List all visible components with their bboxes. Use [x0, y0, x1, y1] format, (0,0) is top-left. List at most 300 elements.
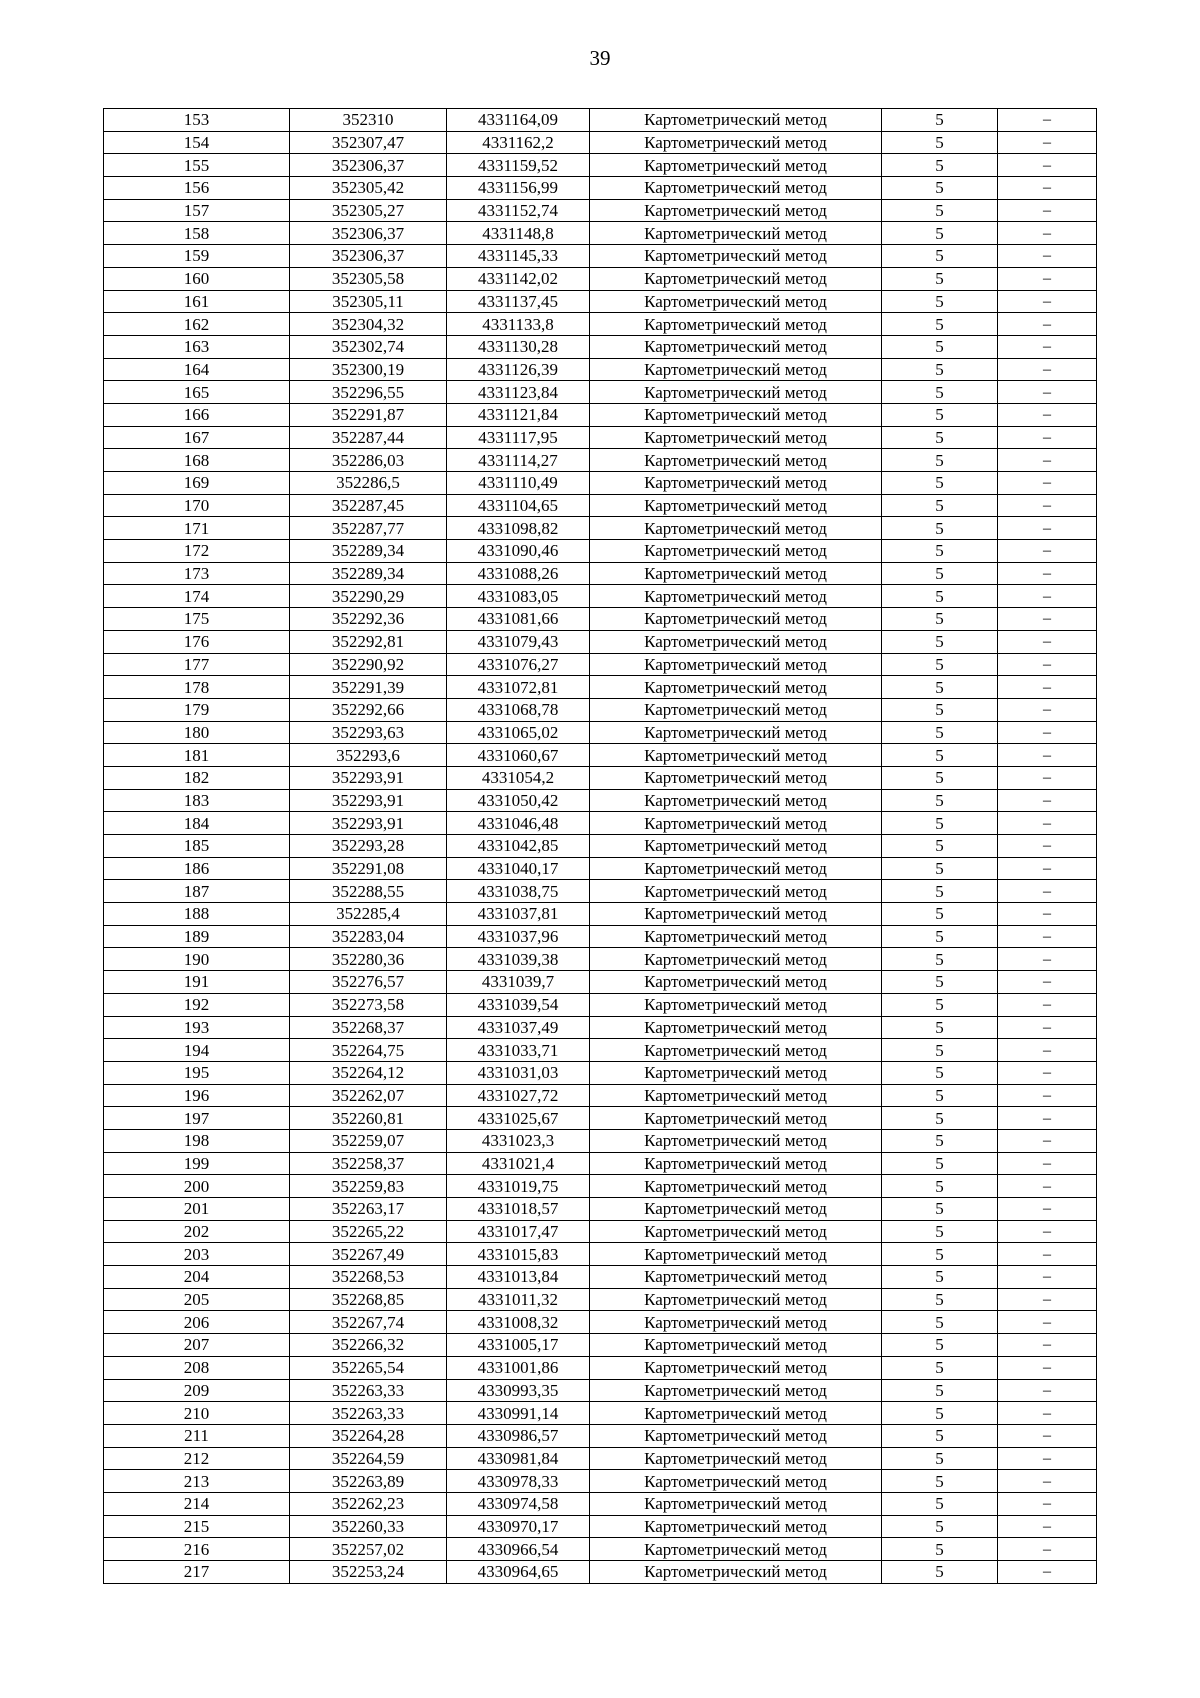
note-cell: –: [998, 267, 1097, 290]
note-cell: –: [998, 426, 1097, 449]
y-coordinate-cell: 4331098,82: [447, 517, 590, 540]
note-cell: –: [998, 222, 1097, 245]
y-coordinate-cell: 4331164,09: [447, 109, 590, 132]
method-cell: Картометрический метод: [590, 517, 882, 540]
x-coordinate-cell: 352268,85: [290, 1288, 447, 1311]
y-coordinate-cell: 4331008,32: [447, 1311, 590, 1334]
method-cell: Картометрический метод: [590, 1311, 882, 1334]
note-cell: –: [998, 1492, 1097, 1515]
point-number-cell: 165: [104, 381, 290, 404]
x-coordinate-cell: 352253,24: [290, 1561, 447, 1584]
table-row: [104, 426, 1097, 449]
point-number-cell: 177: [104, 653, 290, 676]
y-coordinate-cell: 4331013,84: [447, 1266, 590, 1289]
table-row: [104, 1220, 1097, 1243]
accuracy-cell: 5: [882, 426, 998, 449]
y-coordinate-cell: 4331072,81: [447, 676, 590, 699]
note-cell: –: [998, 857, 1097, 880]
accuracy-cell: 5: [882, 1039, 998, 1062]
note-cell: –: [998, 1538, 1097, 1561]
point-number-cell: 205: [104, 1288, 290, 1311]
y-coordinate-cell: 4331019,75: [447, 1175, 590, 1198]
accuracy-cell: 5: [882, 948, 998, 971]
table-row: [104, 154, 1097, 177]
method-cell: Картометрический метод: [590, 1107, 882, 1130]
x-coordinate-cell: 352257,02: [290, 1538, 447, 1561]
y-coordinate-cell: 4331033,71: [447, 1039, 590, 1062]
note-cell: –: [998, 1334, 1097, 1357]
method-cell: Картометрический метод: [590, 585, 882, 608]
accuracy-cell: 5: [882, 721, 998, 744]
accuracy-cell: 5: [882, 403, 998, 426]
x-coordinate-cell: 352266,32: [290, 1334, 447, 1357]
accuracy-cell: 5: [882, 335, 998, 358]
x-coordinate-cell: 352305,11: [290, 290, 447, 313]
point-number-cell: 175: [104, 608, 290, 631]
method-cell: Картометрический метод: [590, 403, 882, 426]
note-cell: –: [998, 517, 1097, 540]
table-row: [104, 1016, 1097, 1039]
note-cell: –: [998, 766, 1097, 789]
y-coordinate-cell: 4331137,45: [447, 290, 590, 313]
point-number-cell: 174: [104, 585, 290, 608]
x-coordinate-cell: 352293,91: [290, 766, 447, 789]
accuracy-cell: 5: [882, 1061, 998, 1084]
point-number-cell: 213: [104, 1470, 290, 1493]
method-cell: Картометрический метод: [590, 1492, 882, 1515]
note-cell: –: [998, 381, 1097, 404]
y-coordinate-cell: 4331117,95: [447, 426, 590, 449]
x-coordinate-cell: 352286,03: [290, 449, 447, 472]
table-row: [104, 381, 1097, 404]
note-cell: –: [998, 993, 1097, 1016]
method-cell: Картометрический метод: [590, 290, 882, 313]
table-row: [104, 1198, 1097, 1221]
point-number-cell: 159: [104, 245, 290, 268]
method-cell: Картометрический метод: [590, 835, 882, 858]
point-number-cell: 214: [104, 1492, 290, 1515]
method-cell: Картометрический метод: [590, 903, 882, 926]
y-coordinate-cell: 4331037,81: [447, 903, 590, 926]
accuracy-cell: 5: [882, 517, 998, 540]
y-coordinate-cell: 4331104,65: [447, 494, 590, 517]
point-number-cell: 192: [104, 993, 290, 1016]
point-number-cell: 200: [104, 1175, 290, 1198]
point-number-cell: 172: [104, 540, 290, 563]
y-coordinate-cell: 4331065,02: [447, 721, 590, 744]
table-row: [104, 1356, 1097, 1379]
accuracy-cell: 5: [882, 676, 998, 699]
y-coordinate-cell: 4330970,17: [447, 1515, 590, 1538]
x-coordinate-cell: 352296,55: [290, 381, 447, 404]
note-cell: –: [998, 835, 1097, 858]
table-row: [104, 698, 1097, 721]
point-number-cell: 176: [104, 630, 290, 653]
table-row: [104, 1424, 1097, 1447]
y-coordinate-cell: 4331148,8: [447, 222, 590, 245]
y-coordinate-cell: 4331039,38: [447, 948, 590, 971]
point-number-cell: 155: [104, 154, 290, 177]
y-coordinate-cell: 4331079,43: [447, 630, 590, 653]
y-coordinate-cell: 4331068,78: [447, 698, 590, 721]
y-coordinate-cell: 4330964,65: [447, 1561, 590, 1584]
x-coordinate-cell: 352306,37: [290, 154, 447, 177]
table-row: [104, 562, 1097, 585]
table-row: [104, 1129, 1097, 1152]
table-row: [104, 585, 1097, 608]
accuracy-cell: 5: [882, 789, 998, 812]
y-coordinate-cell: 4330974,58: [447, 1492, 590, 1515]
x-coordinate-cell: 352293,63: [290, 721, 447, 744]
note-cell: –: [998, 925, 1097, 948]
method-cell: Картометрический метод: [590, 381, 882, 404]
point-number-cell: 191: [104, 971, 290, 994]
x-coordinate-cell: 352305,42: [290, 177, 447, 200]
x-coordinate-cell: 352265,54: [290, 1356, 447, 1379]
y-coordinate-cell: 4331023,3: [447, 1129, 590, 1152]
accuracy-cell: 5: [882, 1198, 998, 1221]
x-coordinate-cell: 352263,33: [290, 1402, 447, 1425]
x-coordinate-cell: 352293,6: [290, 744, 447, 767]
x-coordinate-cell: 352287,44: [290, 426, 447, 449]
point-number-cell: 211: [104, 1424, 290, 1447]
method-cell: Картометрический метод: [590, 766, 882, 789]
method-cell: Картометрический метод: [590, 1243, 882, 1266]
method-cell: Картометрический метод: [590, 1515, 882, 1538]
x-coordinate-cell: 352302,74: [290, 335, 447, 358]
x-coordinate-cell: 352262,23: [290, 1492, 447, 1515]
note-cell: –: [998, 1266, 1097, 1289]
accuracy-cell: 5: [882, 1492, 998, 1515]
table-row: [104, 1084, 1097, 1107]
note-cell: –: [998, 472, 1097, 495]
note-cell: –: [998, 1129, 1097, 1152]
point-number-cell: 163: [104, 335, 290, 358]
table-row: [104, 1447, 1097, 1470]
note-cell: –: [998, 608, 1097, 631]
method-cell: Картометрический метод: [590, 1447, 882, 1470]
point-number-cell: 171: [104, 517, 290, 540]
method-cell: Картометрический метод: [590, 1334, 882, 1357]
accuracy-cell: 5: [882, 472, 998, 495]
method-cell: Картометрический метод: [590, 1084, 882, 1107]
note-cell: –: [998, 449, 1097, 472]
accuracy-cell: 5: [882, 494, 998, 517]
accuracy-cell: 5: [882, 245, 998, 268]
y-coordinate-cell: 4331130,28: [447, 335, 590, 358]
table-row: [104, 857, 1097, 880]
table-row: [104, 948, 1097, 971]
accuracy-cell: 5: [882, 585, 998, 608]
method-cell: Картометрический метод: [590, 245, 882, 268]
y-coordinate-cell: 4330993,35: [447, 1379, 590, 1402]
x-coordinate-cell: 352285,4: [290, 903, 447, 926]
y-coordinate-cell: 4330981,84: [447, 1447, 590, 1470]
y-coordinate-cell: 4331114,27: [447, 449, 590, 472]
note-cell: –: [998, 1288, 1097, 1311]
y-coordinate-cell: 4330966,54: [447, 1538, 590, 1561]
method-cell: Картометрический метод: [590, 1402, 882, 1425]
accuracy-cell: 5: [882, 993, 998, 1016]
point-number-cell: 156: [104, 177, 290, 200]
note-cell: –: [998, 1061, 1097, 1084]
accuracy-cell: 5: [882, 971, 998, 994]
table-row: [104, 676, 1097, 699]
x-coordinate-cell: 352306,37: [290, 245, 447, 268]
y-coordinate-cell: 4331025,67: [447, 1107, 590, 1130]
table-row: [104, 131, 1097, 154]
method-cell: Картометрический метод: [590, 1288, 882, 1311]
y-coordinate-cell: 4331081,66: [447, 608, 590, 631]
method-cell: Картометрический метод: [590, 449, 882, 472]
point-number-cell: 183: [104, 789, 290, 812]
note-cell: –: [998, 971, 1097, 994]
table-row: [104, 1061, 1097, 1084]
note-cell: –: [998, 948, 1097, 971]
method-cell: Картометрический метод: [590, 676, 882, 699]
note-cell: –: [998, 1424, 1097, 1447]
accuracy-cell: 5: [882, 381, 998, 404]
point-number-cell: 169: [104, 472, 290, 495]
y-coordinate-cell: 4331090,46: [447, 540, 590, 563]
method-cell: Картометрический метод: [590, 540, 882, 563]
x-coordinate-cell: 352265,22: [290, 1220, 447, 1243]
table-row: [104, 1492, 1097, 1515]
y-coordinate-cell: 4331042,85: [447, 835, 590, 858]
x-coordinate-cell: 352264,59: [290, 1447, 447, 1470]
y-coordinate-cell: 4331076,27: [447, 653, 590, 676]
method-cell: Картометрический метод: [590, 426, 882, 449]
method-cell: Картометрический метод: [590, 1061, 882, 1084]
note-cell: –: [998, 676, 1097, 699]
x-coordinate-cell: 352290,92: [290, 653, 447, 676]
point-number-cell: 181: [104, 744, 290, 767]
table-row: [104, 177, 1097, 200]
table-row: [104, 903, 1097, 926]
accuracy-cell: 5: [882, 1447, 998, 1470]
x-coordinate-cell: 352304,32: [290, 313, 447, 336]
x-coordinate-cell: 352287,77: [290, 517, 447, 540]
note-cell: –: [998, 1379, 1097, 1402]
x-coordinate-cell: 352268,37: [290, 1016, 447, 1039]
table-row: [104, 1470, 1097, 1493]
point-number-cell: 212: [104, 1447, 290, 1470]
point-number-cell: 198: [104, 1129, 290, 1152]
accuracy-cell: 5: [882, 290, 998, 313]
x-coordinate-cell: 352305,27: [290, 199, 447, 222]
point-number-cell: 215: [104, 1515, 290, 1538]
x-coordinate-cell: 352287,45: [290, 494, 447, 517]
note-cell: –: [998, 1515, 1097, 1538]
note-cell: –: [998, 335, 1097, 358]
method-cell: Картометрический метод: [590, 1561, 882, 1584]
method-cell: Картометрический метод: [590, 267, 882, 290]
x-coordinate-cell: 352264,75: [290, 1039, 447, 1062]
note-cell: –: [998, 494, 1097, 517]
note-cell: –: [998, 109, 1097, 132]
x-coordinate-cell: 352267,49: [290, 1243, 447, 1266]
table-row: [104, 1175, 1097, 1198]
x-coordinate-cell: 352267,74: [290, 1311, 447, 1334]
table-row: [104, 630, 1097, 653]
x-coordinate-cell: 352292,36: [290, 608, 447, 631]
point-number-cell: 206: [104, 1311, 290, 1334]
point-number-cell: 204: [104, 1266, 290, 1289]
y-coordinate-cell: 4331001,86: [447, 1356, 590, 1379]
method-cell: Картометрический метод: [590, 199, 882, 222]
method-cell: Картометрический метод: [590, 1152, 882, 1175]
x-coordinate-cell: 352258,37: [290, 1152, 447, 1175]
accuracy-cell: 5: [882, 540, 998, 563]
x-coordinate-cell: 352291,87: [290, 403, 447, 426]
y-coordinate-cell: 4331088,26: [447, 562, 590, 585]
method-cell: Картометрический метод: [590, 109, 882, 132]
point-number-cell: 168: [104, 449, 290, 472]
note-cell: –: [998, 1470, 1097, 1493]
table-row: [104, 925, 1097, 948]
point-number-cell: 164: [104, 358, 290, 381]
note-cell: –: [998, 653, 1097, 676]
note-cell: –: [998, 1220, 1097, 1243]
method-cell: Картометрический метод: [590, 1266, 882, 1289]
y-coordinate-cell: 4331017,47: [447, 1220, 590, 1243]
point-number-cell: 184: [104, 812, 290, 835]
y-coordinate-cell: 4331050,42: [447, 789, 590, 812]
accuracy-cell: 5: [882, 880, 998, 903]
y-coordinate-cell: 4331015,83: [447, 1243, 590, 1266]
y-coordinate-cell: 4331121,84: [447, 403, 590, 426]
y-coordinate-cell: 4331054,2: [447, 766, 590, 789]
accuracy-cell: 5: [882, 222, 998, 245]
note-cell: –: [998, 630, 1097, 653]
method-cell: Картометрический метод: [590, 744, 882, 767]
table-row: [104, 880, 1097, 903]
accuracy-cell: 5: [882, 608, 998, 631]
point-number-cell: 190: [104, 948, 290, 971]
accuracy-cell: 5: [882, 1016, 998, 1039]
table-row: [104, 993, 1097, 1016]
table-row: [104, 472, 1097, 495]
table-row: [104, 1152, 1097, 1175]
x-coordinate-cell: 352305,58: [290, 267, 447, 290]
x-coordinate-cell: 352288,55: [290, 880, 447, 903]
accuracy-cell: 5: [882, 812, 998, 835]
method-cell: Картометрический метод: [590, 562, 882, 585]
y-coordinate-cell: 4331060,67: [447, 744, 590, 767]
method-cell: Картометрический метод: [590, 154, 882, 177]
accuracy-cell: 5: [882, 903, 998, 926]
point-number-cell: 199: [104, 1152, 290, 1175]
y-coordinate-cell: 4331011,32: [447, 1288, 590, 1311]
accuracy-cell: 5: [882, 1107, 998, 1130]
note-cell: –: [998, 698, 1097, 721]
point-number-cell: 216: [104, 1538, 290, 1561]
y-coordinate-cell: 4331162,2: [447, 131, 590, 154]
point-number-cell: 161: [104, 290, 290, 313]
point-number-cell: 209: [104, 1379, 290, 1402]
point-number-cell: 180: [104, 721, 290, 744]
note-cell: –: [998, 721, 1097, 744]
note-cell: –: [998, 1561, 1097, 1584]
point-number-cell: 185: [104, 835, 290, 858]
x-coordinate-cell: 352260,33: [290, 1515, 447, 1538]
note-cell: –: [998, 403, 1097, 426]
y-coordinate-cell: 4331037,49: [447, 1016, 590, 1039]
y-coordinate-cell: 4331046,48: [447, 812, 590, 835]
table-row: [104, 1039, 1097, 1062]
x-coordinate-cell: 352291,39: [290, 676, 447, 699]
x-coordinate-cell: 352300,19: [290, 358, 447, 381]
accuracy-cell: 5: [882, 1356, 998, 1379]
method-cell: Картометрический метод: [590, 653, 882, 676]
point-number-cell: 197: [104, 1107, 290, 1130]
point-number-cell: 217: [104, 1561, 290, 1584]
method-cell: Картометрический метод: [590, 698, 882, 721]
note-cell: –: [998, 1152, 1097, 1175]
table-row: [104, 744, 1097, 767]
point-number-cell: 158: [104, 222, 290, 245]
accuracy-cell: 5: [882, 131, 998, 154]
coordinates-table: [103, 108, 1097, 1584]
table-row: [104, 812, 1097, 835]
table-row: [104, 1311, 1097, 1334]
y-coordinate-cell: 4330991,14: [447, 1402, 590, 1425]
x-coordinate-cell: 352286,5: [290, 472, 447, 495]
y-coordinate-cell: 4331110,49: [447, 472, 590, 495]
method-cell: Картометрический метод: [590, 1016, 882, 1039]
x-coordinate-cell: 352260,81: [290, 1107, 447, 1130]
x-coordinate-cell: 352293,91: [290, 789, 447, 812]
accuracy-cell: 5: [882, 698, 998, 721]
note-cell: –: [998, 1356, 1097, 1379]
table-row: [104, 494, 1097, 517]
accuracy-cell: 5: [882, 630, 998, 653]
y-coordinate-cell: 4331126,39: [447, 358, 590, 381]
table-row: [104, 313, 1097, 336]
point-number-cell: 154: [104, 131, 290, 154]
table-row: [104, 267, 1097, 290]
table-row: [104, 608, 1097, 631]
note-cell: –: [998, 313, 1097, 336]
x-coordinate-cell: 352259,83: [290, 1175, 447, 1198]
table-row: [104, 835, 1097, 858]
point-number-cell: 207: [104, 1334, 290, 1357]
accuracy-cell: 5: [882, 1152, 998, 1175]
table-row: [104, 403, 1097, 426]
y-coordinate-cell: 4331005,17: [447, 1334, 590, 1357]
x-coordinate-cell: 352262,07: [290, 1084, 447, 1107]
note-cell: –: [998, 131, 1097, 154]
method-cell: Картометрический метод: [590, 880, 882, 903]
x-coordinate-cell: 352264,12: [290, 1061, 447, 1084]
method-cell: Картометрический метод: [590, 948, 882, 971]
accuracy-cell: 5: [882, 199, 998, 222]
method-cell: Картометрический метод: [590, 1198, 882, 1221]
method-cell: Картометрический метод: [590, 222, 882, 245]
x-coordinate-cell: 352264,28: [290, 1424, 447, 1447]
y-coordinate-cell: 4331040,17: [447, 857, 590, 880]
method-cell: Картометрический метод: [590, 789, 882, 812]
table-row: [104, 199, 1097, 222]
x-coordinate-cell: 352291,08: [290, 857, 447, 880]
table-row: [104, 1538, 1097, 1561]
point-number-cell: 187: [104, 880, 290, 903]
table-row: [104, 1515, 1097, 1538]
method-cell: Картометрический метод: [590, 177, 882, 200]
x-coordinate-cell: 352280,36: [290, 948, 447, 971]
x-coordinate-cell: 352310: [290, 109, 447, 132]
table-row: [104, 1107, 1097, 1130]
